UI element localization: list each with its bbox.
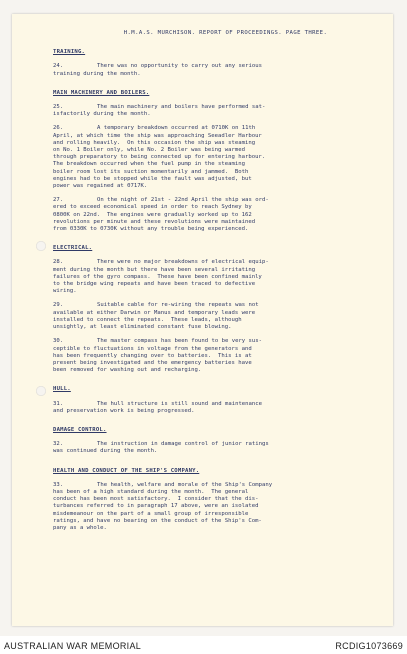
footer-bar (0, 638, 407, 654)
report-section (53, 374, 378, 415)
paragraph (53, 401, 378, 415)
paragraph-text: Suitable cable for re-wiring the repeats was not available at either Darwin or Manus and temporary leads were installed to connect the repeats. These leads, although unsightly, at least eliminated constant fuse blowing. (53, 302, 259, 331)
paragraph (53, 125, 378, 190)
report-section (53, 233, 378, 374)
paragraph-number: 33. (53, 481, 64, 488)
paragraph-text: There was no opportunity to carry out any serious training during the month. (53, 63, 263, 77)
paragraph-number: 28. (53, 259, 64, 266)
report-section (53, 415, 378, 456)
punch-hole (36, 241, 46, 251)
paragraph (53, 259, 378, 295)
section-heading: TRAINING. (53, 49, 86, 56)
document-body (53, 30, 378, 532)
paragraph (53, 302, 378, 331)
paragraph (53, 104, 378, 118)
paragraph-text: The hull structure is still sound and maintenance and preservation work is being progressed. (53, 400, 263, 414)
report-section (53, 78, 378, 233)
paragraph-number: 29. (53, 302, 64, 309)
paragraph-text: The health, welfare and morale of the Ship's Company has been of a high standard during the month. The general conduct has been most satisfactory. I consider that the dis- turbances referred to in paragraph 17 above, were an isolated misdemeanour on the part of a small group of irresponsible ratings, and have no bearing on the conduct of the Ship's Com- pany as a whole. (53, 481, 273, 531)
paragraph-number: 30. (53, 338, 64, 345)
paragraph-text: The master compass has been found to be very sus- ceptible to fluctuations in voltage from the generators and has been frequently changing over to batteries. This is at present being investigated and the emergency batteries have been removed for washing out and recharging. (53, 338, 263, 374)
section-heading: HEALTH AND CONDUCT OF THE SHIP'S COMPANY. (53, 467, 200, 474)
paragraph (53, 197, 378, 233)
paragraph-text: The instruction in damage control of junior ratings was continued during the month. (53, 441, 269, 455)
report-section (53, 456, 378, 533)
footer-record-id: RCDIG1073669 (335, 641, 403, 651)
footer-institution: AUSTRALIAN WAR MEMORIAL (4, 641, 142, 651)
section-heading: HULL. (53, 386, 71, 393)
page-header: H.M.A.S. MURCHISON. REPORT OF PROCEEDINGS. PAGE THREE. (123, 30, 328, 36)
paragraph-number: 26. (53, 125, 64, 132)
paragraph-text: There were no major breakdowns of electrical equip- ment during the month but there have been several irritating failures of the gyro compass. These have been confined mainly to the bridge wing repeats and have been traced to defective wiring. (53, 259, 269, 295)
paragraph (53, 441, 378, 455)
paragraph-number: 25. (53, 104, 64, 111)
paragraph-text: A temporary breakdown occurred at 0710K on 11th April, at which time the ship was approaching Seeadler Harbour and rolling heavily. On this occasion the ship was steaming on No. 1 Boiler only, while No. 2 Boiler was being warmed through preparatory to being connected up for entering harbour. The breakdown occurred when the fuel pump in the steaming boiler room lost its suction momentarily and jammed. Both engines had to be stopped while the fault was adjusted, but power was regained at 0717K. (53, 125, 266, 190)
paragraph-text: On the night of 21st - 22nd April the ship was ord- ered to exceed economical speed in order to reach Sydney by 0800K on 22nd. The engines were gradually worked up to 162 revolutions per minute and these revolutions were maintained from 0330K to 0730K without any trouble being experienced. (53, 197, 269, 233)
paragraph-text: The main machinery and boilers have performed sat- isfactorily during the month. (53, 104, 266, 118)
report-sections (53, 37, 378, 532)
paragraph-number: 32. (53, 441, 64, 448)
paragraph-number: 31. (53, 400, 64, 407)
report-section (53, 37, 378, 78)
paragraph-number: 24. (53, 63, 64, 70)
paragraph (53, 482, 378, 532)
paragraph-number: 27. (53, 197, 64, 204)
section-heading: ELECTRICAL. (53, 245, 93, 252)
paragraph (53, 63, 378, 77)
section-heading: MAIN MACHINERY AND BOILERS. (53, 89, 150, 96)
section-heading: DAMAGE CONTROL. (53, 426, 107, 433)
paragraph (53, 338, 378, 374)
punch-hole (36, 386, 46, 396)
